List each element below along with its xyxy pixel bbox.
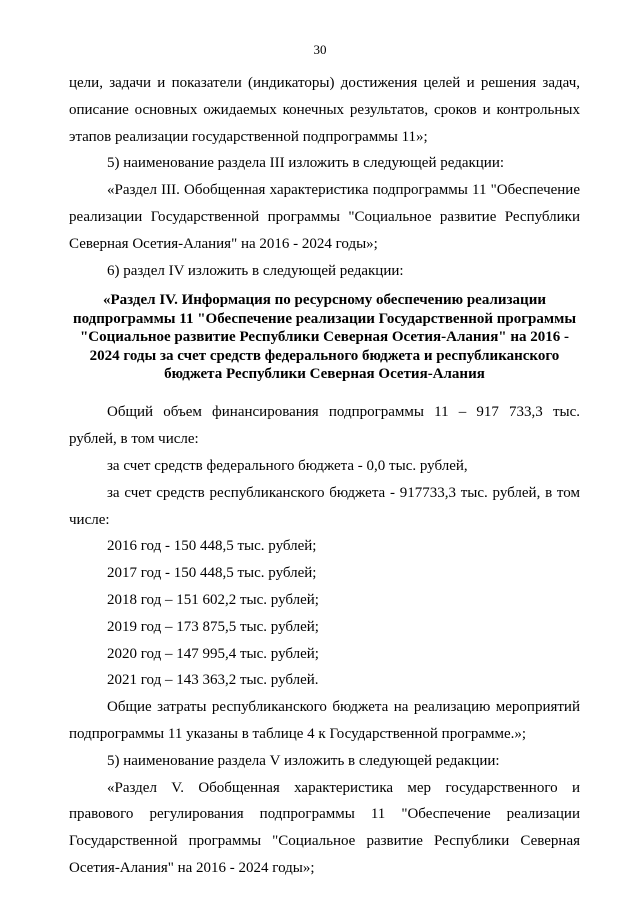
paragraph-federal-funding: за счет средств федерального бюджета - 0,0 тыс. рублей, [107,458,468,474]
section4-heading: «Раздел IV. Информация по ресурсному обеспечению реализации подпрограммы 11 "Обеспечение реализации Государственной программы "Социальное развитие Республики Северная Осетия-Алания" на 2016 - 2024 годы за счет средств федерального бюджета и республиканского бюджета Республики Северная Осетия-Алания [72,292,577,382]
year-line-2020: 2020 год – 147 995,4 тыс. рублей; [107,645,319,662]
year-line-2021: 2021 год – 143 363,2 тыс. рублей. [107,672,319,689]
paragraph-section3-title: «Раздел III. Обобщенная характеристика подпрограммы 11 "Обеспечение реализации Государственной программы "Социальное развитие Республики Северная Осетия-Алания" на 2016 - 2024 годы»; [69,182,580,252]
paragraph-section5-title: «Раздел V. Обобщенная характеристика мер государственного и правового регулирования подпрограммы 11 "Обеспечение реализации Государственной программы "Социальное развитие Республики Северная Осетия-Алания" на 2016 - 2024 годы»; [69,779,580,876]
year-line-2016: 2016 год - 150 448,5 тыс. рублей; [107,538,317,555]
paragraph-section5-intro: 5) наименование раздела V изложить в следующей редакции: [107,752,500,769]
year-line-2019: 2019 год – 173 875,5 тыс. рублей; [107,618,319,635]
document-body [69,70,580,882]
paragraph-section4-intro: 6) раздел IV изложить в следующей редакции: [107,262,404,279]
year-line-2018: 2018 год – 151 602,2 тыс. рублей; [107,591,319,608]
paragraph-total-funding: Общий объем финансирования подпрограммы 11 – 917 733,3 тыс. рублей, в том числе: [69,404,580,448]
paragraph-section3-intro: 5) наименование раздела III изложить в следующей редакции: [107,155,505,172]
paragraph-goals: цели, задачи и показатели (индикаторы) достижения целей и решения задач, описание основных ожидаемых конечных результатов, сроков и контрольных этапов реализации государственной подпрограммы 11»; [69,75,580,145]
paragraph-republic-funding: за счет средств республиканского бюджета - 917733,3 тыс. рублей, в том числе: [69,484,580,528]
page-number: 30 [313,42,327,57]
year-line-2017: 2017 год - 150 448,5 тыс. рублей; [107,565,317,582]
paragraph-total-costs: Общие затраты республиканского бюджета на реализацию мероприятий подпрограммы 11 указаны в таблице 4 к Государственной программе.»; [69,699,580,742]
